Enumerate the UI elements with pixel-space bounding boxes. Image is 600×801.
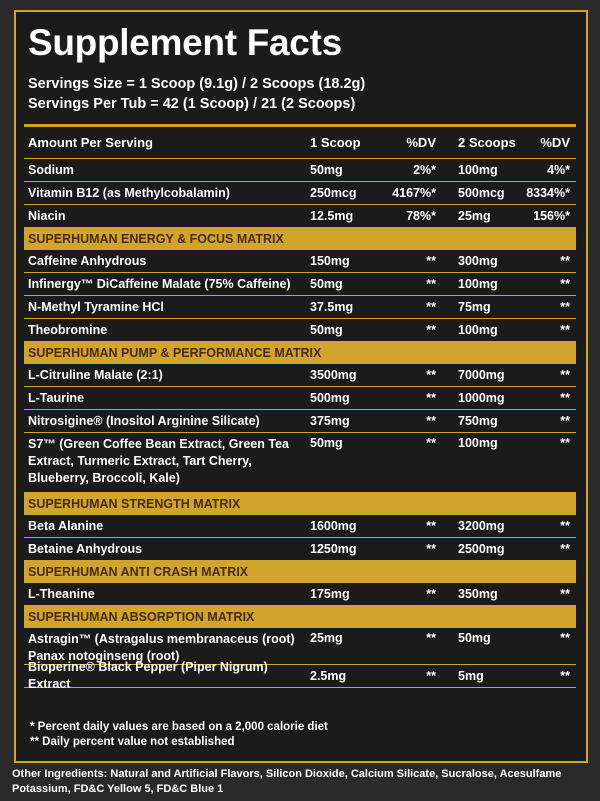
two-scoops-dv: 8334%* — [526, 186, 570, 200]
two-scoops-amount: 100mg — [458, 436, 498, 450]
one-scoop-dv: ** — [426, 519, 436, 533]
ingredient-name: L-Taurine — [28, 390, 85, 405]
one-scoop-amount: 2.5mg — [310, 669, 347, 683]
one-scoop-amount: 1600mg — [310, 519, 357, 533]
section-header — [24, 606, 576, 628]
table-body — [24, 159, 576, 691]
ingredient-name: Sodium — [28, 162, 74, 177]
one-scoop-dv: ** — [426, 414, 436, 428]
one-scoop-amount: 175mg — [310, 587, 350, 601]
two-scoops-amount: 750mg — [458, 414, 498, 428]
table-row — [24, 538, 576, 561]
section-header — [24, 228, 576, 250]
table-row — [24, 364, 576, 387]
two-scoops-amount: 300mg — [458, 254, 498, 268]
header-dv-two: %DV — [540, 135, 570, 150]
two-scoops-dv: ** — [560, 300, 570, 314]
two-scoops-amount: 75mg — [458, 300, 491, 314]
section-title: SUPERHUMAN STRENGTH MATRIX — [28, 496, 241, 511]
two-scoops-dv: ** — [560, 277, 570, 291]
table-row — [24, 583, 576, 606]
two-scoops-amount: 2500mg — [458, 542, 505, 556]
ingredient-name: Betaine Anhydrous — [28, 541, 143, 556]
two-scoops-dv: ** — [560, 254, 570, 268]
one-scoop-dv: ** — [426, 542, 436, 556]
other-ingredients: Other Ingredients: Natural and Artificial Flavors, Silicon Dioxide, Calcium Silicate, Sucralose, Acesulfame Potassium, FD&C Yellow 5, FD&C Blue 1 — [12, 768, 562, 795]
ingredient-name: Niacin — [28, 208, 66, 223]
two-scoops-amount: 7000mg — [458, 368, 505, 382]
one-scoop-amount: 50mg — [310, 277, 343, 291]
footnote-not-established: ** Daily percent value not established — [30, 736, 235, 748]
ingredient-name: L-Citruline Malate (2:1) — [28, 367, 163, 382]
supplement-facts-panel — [14, 10, 588, 763]
table-row — [24, 250, 576, 273]
ingredient-name: Nitrosigine® (Inositol Arginine Silicate) — [28, 413, 260, 428]
ingredient-name: Vitamin B12 (as Methylcobalamin) — [28, 185, 230, 200]
two-scoops-dv: ** — [560, 519, 570, 533]
one-scoop-dv: ** — [426, 300, 436, 314]
servings-per-tub: Servings Per Tub = 42 (1 Scoop) / 21 (2 Scoops) — [28, 96, 356, 112]
two-scoops-amount: 3200mg — [458, 519, 505, 533]
two-scoops-amount: 100mg — [458, 163, 498, 177]
section-title: SUPERHUMAN ABSORPTION MATRIX — [28, 609, 255, 624]
ingredient-name: Astragin™ (Astragalus membranaceus (root) Panax notoginseng (root) — [28, 632, 295, 663]
one-scoop-amount: 12.5mg — [310, 209, 354, 223]
two-scoops-amount: 100mg — [458, 277, 498, 291]
section-title: SUPERHUMAN ANTI CRASH MATRIX — [28, 564, 249, 579]
facts-table — [24, 124, 576, 691]
header-dv-one: %DV — [406, 135, 436, 150]
section-header — [24, 493, 576, 515]
header-two-scoops: 2 Scoops — [458, 135, 516, 150]
table-row — [24, 410, 576, 433]
one-scoop-dv: 2%* — [413, 163, 436, 177]
two-scoops-dv: ** — [560, 368, 570, 382]
two-scoops-dv: ** — [560, 414, 570, 428]
ingredient-name: Infinergy™ DiCaffeine Malate (75% Caffeine) — [28, 276, 291, 291]
one-scoop-amount: 500mg — [310, 391, 350, 405]
ingredient-name: Caffeine Anhydrous — [28, 253, 147, 268]
one-scoop-amount: 50mg — [310, 323, 343, 337]
two-scoops-dv: ** — [560, 669, 570, 683]
table-row — [24, 273, 576, 296]
two-scoops-amount: 100mg — [458, 323, 498, 337]
servings-info — [28, 74, 365, 114]
table-row — [24, 319, 576, 342]
two-scoops-amount: 1000mg — [458, 391, 505, 405]
two-scoops-dv: ** — [560, 587, 570, 601]
ingredient-name: N-Methyl Tyramine HCl — [28, 299, 164, 314]
two-scoops-amount: 350mg — [458, 587, 498, 601]
one-scoop-amount: 50mg — [310, 436, 343, 450]
table-header — [24, 127, 576, 159]
table-row — [24, 205, 576, 228]
table-row — [24, 296, 576, 319]
one-scoop-amount: 250mcg — [310, 186, 357, 200]
footnotes — [30, 720, 328, 750]
ingredient-name: Theobromine — [28, 322, 108, 337]
table-row — [24, 515, 576, 538]
section-header — [24, 342, 576, 364]
one-scoop-dv: ** — [426, 436, 436, 450]
ingredient-name: Beta Alanine — [28, 518, 104, 533]
one-scoop-dv: 78%* — [406, 209, 436, 223]
table-row — [24, 182, 576, 205]
one-scoop-dv: ** — [426, 391, 436, 405]
one-scoop-dv: ** — [426, 631, 436, 645]
two-scoops-dv: ** — [560, 436, 570, 450]
two-scoops-amount: 25mg — [458, 209, 491, 223]
one-scoop-amount: 375mg — [310, 414, 350, 428]
header-amount: Amount Per Serving — [28, 135, 153, 150]
two-scoops-dv: ** — [560, 542, 570, 556]
table-row — [24, 159, 576, 182]
table-row — [24, 433, 576, 493]
two-scoops-dv: ** — [560, 631, 570, 645]
ingredient-name: S7™ (Green Coffee Bean Extract, Green Tea Extract, Turmeric Extract, Tart Cherry, Blueberry, Broccoli, Kale) — [28, 437, 289, 485]
two-scoops-amount: 500mcg — [458, 186, 505, 200]
one-scoop-dv: ** — [426, 368, 436, 382]
ingredient-name: L-Theanine — [28, 586, 95, 601]
header-one-scoop: 1 Scoop — [310, 135, 361, 150]
ingredient-name: Bioperine® Black Pepper (Piper Nigrum) Extract — [28, 660, 268, 691]
one-scoop-dv: 4167%* — [392, 186, 436, 200]
table-row — [24, 660, 576, 691]
one-scoop-dv: ** — [426, 277, 436, 291]
one-scoop-amount: 3500mg — [310, 368, 357, 382]
two-scoops-dv: ** — [560, 323, 570, 337]
one-scoop-amount: 25mg — [310, 631, 343, 645]
footnote-dv: * Percent daily values are based on a 2,000 calorie diet — [30, 721, 328, 733]
one-scoop-dv: ** — [426, 323, 436, 337]
two-scoops-amount: 5mg — [458, 669, 484, 683]
one-scoop-amount: 150mg — [310, 254, 350, 268]
two-scoops-dv: 4%* — [547, 163, 570, 177]
one-scoop-dv: ** — [426, 587, 436, 601]
section-title: SUPERHUMAN ENERGY & FOCUS MATRIX — [28, 231, 284, 246]
two-scoops-amount: 50mg — [458, 631, 491, 645]
one-scoop-dv: ** — [426, 669, 436, 683]
page-title: Supplement Facts — [28, 22, 342, 63]
two-scoops-dv: 156%* — [533, 209, 570, 223]
section-title: SUPERHUMAN PUMP & PERFORMANCE MATRIX — [28, 345, 322, 360]
two-scoops-dv: ** — [560, 391, 570, 405]
one-scoop-amount: 37.5mg — [310, 300, 354, 314]
one-scoop-dv: ** — [426, 254, 436, 268]
table-row — [24, 387, 576, 410]
one-scoop-amount: 1250mg — [310, 542, 357, 556]
section-header — [24, 561, 576, 583]
servings-size: Servings Size = 1 Scoop (9.1g) / 2 Scoops (18.2g) — [28, 76, 366, 92]
one-scoop-amount: 50mg — [310, 163, 343, 177]
